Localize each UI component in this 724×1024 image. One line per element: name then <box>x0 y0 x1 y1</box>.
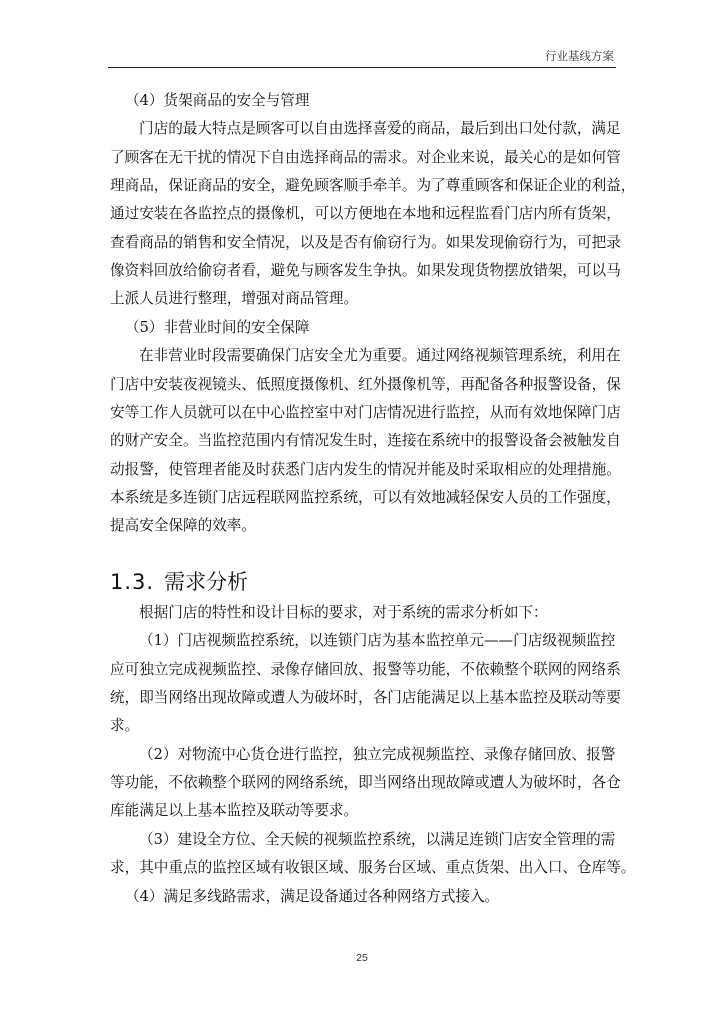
requirement-line: 求。 <box>110 717 140 735</box>
subsection-heading: （4）货架商品的安全与管理 <box>125 92 310 109</box>
requirement-line: （2）对物流中心货仓进行监控，独立完成视频监控、录像存储回放、报警 <box>139 745 616 763</box>
requirement-line: 等功能，不依赖整个联网的网络系统，即当网络出现故障或遭人为破坏时，各仓 <box>110 774 621 792</box>
paragraph-line: 本系统是多连锁门店远程联网监控系统，可以有效地减轻保安人员的工作强度， <box>110 488 621 506</box>
page-number: 25 <box>356 952 368 964</box>
requirement-line: （1）门店视频监控系统，以连锁门店为基本监控单元——门店级视频监控 <box>139 632 616 650</box>
section-heading <box>110 566 248 596</box>
paragraph-line: 在非营业时段需要确保门店安全尤为重要。通过网络视频管理系统，利用在 <box>139 347 621 365</box>
header-rule <box>108 67 616 68</box>
paragraph-line: 门店中安装夜视镜头、低照度摄像机、红外摄像机等，再配备各种报警设备，保 <box>110 375 621 393</box>
running-header: 行业基线方案 <box>545 49 614 63</box>
requirement-line: （4）满足多线路需求，满足设备通过各种网络方式接入。 <box>125 887 500 905</box>
paragraph-line: 像资料回放给偷窃者看，避免与顾客发生争执。如果发现货物摆放错架，可以马 <box>110 262 621 280</box>
paragraph-line: 安等工作人员就可以在中心监控室中对门店情况进行监控，从而有效地保障门店 <box>110 403 621 421</box>
paragraph-line: 查看商品的销售和安全情况，以及是否有偷窃行为。如果发现偷窃行为，可把录 <box>110 233 621 251</box>
requirement-line: 应可独立完成视频监控、录像存储回放、报警等功能，不依赖整个联网的网络系 <box>110 660 621 678</box>
requirement-line: 求，其中重点的监控区域有收银区域、服务台区域、重点货架、出入口、仓库等。 <box>110 859 636 877</box>
requirement-line: 统，即当网络出现故障或遭人为破坏时，各门店能满足以上基本监控及联动等要 <box>110 689 621 707</box>
requirement-line: 库能满足以上基本监控及联动等要求。 <box>110 802 359 820</box>
requirement-line: （3）建设全方位、全天候的视频监控系统，以满足连锁门店安全管理的需 <box>139 830 616 848</box>
paragraph-line: 动报警，使管理者能及时获悉门店内发生的情况并能及时采取相应的处理措施。 <box>110 460 621 478</box>
paragraph-line: 门店的最大特点是顾客可以自由选择喜爱的商品，最后到出口处付款，满足 <box>139 120 621 138</box>
paragraph-line: 的财产安全。当监控范围内有情况发生时，连接在系统中的报警设备会被触发自 <box>110 432 621 450</box>
paragraph-line: 理商品，保证商品的安全，避免顾客顺手牵羊。为了尊重顾客和保证企业的利益， <box>110 177 636 195</box>
paragraph-line: 通过安装在各监控点的摄像机，可以方便地在本地和远程监看门店内所有货架， <box>110 205 621 223</box>
paragraph-line: 上派人员进行整理，增强对商品管理。 <box>110 290 359 308</box>
paragraph-line: 提高安全保障的效率。 <box>110 517 256 535</box>
paragraph-line: 了顾客在无干扰的情况下自由选择商品的需求。对企业来说，最关心的是如何管 <box>110 148 621 166</box>
subsection-heading: （5）非营业时间的安全保障 <box>125 318 310 336</box>
intro-paragraph: 根据门店的特性和设计目标的要求，对于系统的需求分析如下： <box>139 604 548 621</box>
section-number: 1.3. <box>110 570 155 594</box>
section-title: 需求分析 <box>164 570 249 594</box>
